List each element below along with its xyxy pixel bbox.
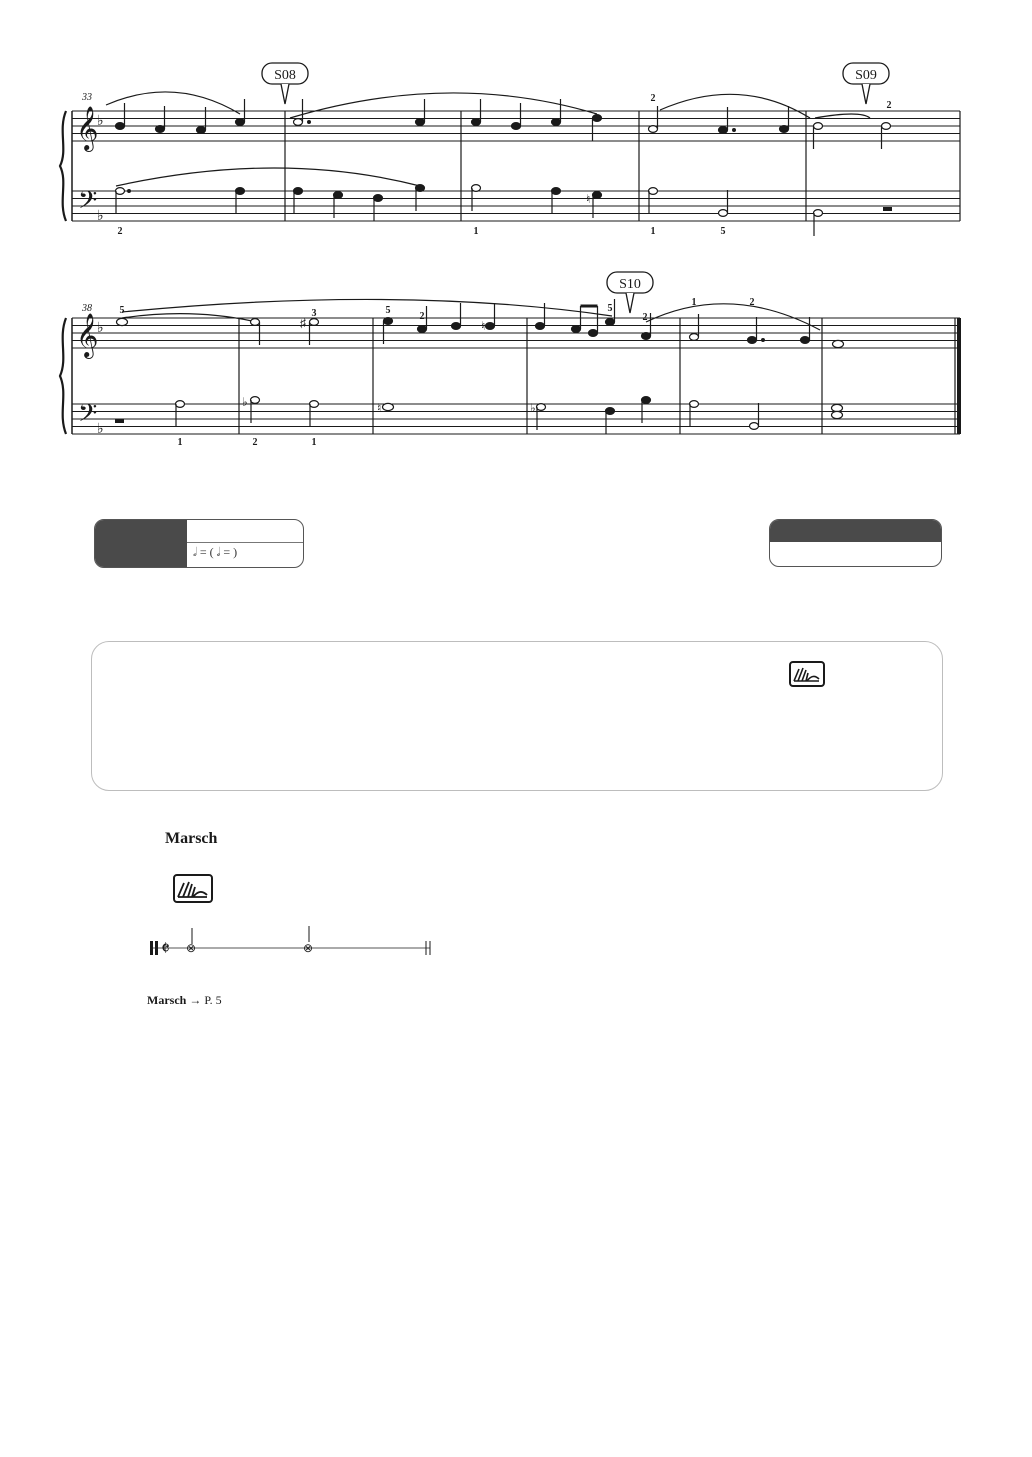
barlines [285, 111, 960, 221]
system-2 [60, 299, 960, 434]
tempo-box [94, 519, 304, 568]
info-box-right-header [770, 520, 941, 542]
svg-text:𝄞: 𝄞 [76, 315, 99, 357]
fingering: 1 [473, 226, 479, 237]
page-reference-suffix: → P. 5 [186, 993, 222, 1007]
notes-bass-2 [115, 397, 843, 434]
fingering: 1 [691, 297, 697, 308]
hands-icon [789, 661, 825, 687]
tempo-label: 𝅗𝅥 = ( 𝅗𝅥 = ) [193, 545, 238, 559]
system-1 [60, 92, 960, 221]
svg-text:♭: ♭ [242, 395, 248, 409]
rhythm-title: Marsch [165, 830, 218, 847]
divider [187, 542, 303, 543]
info-box-right [769, 519, 942, 567]
fingering: 5 [385, 305, 391, 316]
fingering: 5 [119, 305, 125, 316]
brace [60, 111, 66, 221]
svg-text:♮: ♮ [481, 319, 486, 333]
tempo-box-header [95, 520, 187, 567]
svg-text:♭: ♭ [97, 321, 104, 336]
slurs [106, 92, 870, 186]
page-reference [147, 993, 222, 1008]
measure-number: 33 [82, 92, 92, 103]
marker-s08 [262, 63, 308, 104]
bass-clef-icon: 𝄢 [78, 187, 98, 220]
fingering: 2 [419, 311, 425, 322]
brace [60, 318, 66, 434]
staff-lines-treble [72, 318, 960, 348]
fingering: 2 [749, 297, 755, 308]
fingering: 2 [252, 437, 258, 448]
staff-lines-bass [72, 191, 960, 221]
svg-text:♭: ♭ [530, 401, 536, 415]
marker-s09 [843, 63, 889, 104]
fingering: 1 [650, 226, 656, 237]
fingering: 2 [642, 312, 648, 323]
fingering: 2 [886, 100, 892, 111]
hands-icon [173, 874, 213, 903]
fingering: 2 [650, 93, 656, 104]
flat-key-icon: ♭ [97, 114, 104, 129]
cross-note-icon: ⊗ [303, 941, 314, 955]
fingering: 5 [607, 303, 613, 314]
svg-text:S08: S08 [274, 68, 296, 83]
svg-text:𝄢: 𝄢 [78, 400, 98, 433]
fingering: 5 [720, 226, 726, 237]
notes-bass-1 [116, 185, 893, 236]
svg-text:♮: ♮ [377, 401, 382, 415]
svg-text:♭: ♭ [97, 422, 104, 437]
staff-lines-bass [72, 404, 960, 434]
svg-text:S10: S10 [619, 277, 641, 292]
svg-text:S09: S09 [855, 68, 877, 83]
cross-note-icon: ⊗ [186, 941, 197, 955]
cut-time-icon: 𝄵 [161, 938, 170, 960]
treble-clef-icon: 𝄞 [76, 108, 99, 150]
svg-text:♯: ♯ [300, 316, 306, 330]
fingering: 2 [117, 226, 123, 237]
fingering: 1 [311, 437, 317, 448]
flat-key-icon: ♭ [97, 209, 104, 224]
page-reference-title: Marsch [147, 993, 187, 1007]
music-score [0, 0, 1032, 470]
note-panel [91, 641, 943, 791]
svg-text:♮: ♮ [586, 192, 591, 206]
fingering: 1 [177, 437, 183, 448]
rhythm-line [140, 920, 440, 965]
measure-number: 38 [82, 303, 92, 314]
fingering: 3 [311, 308, 317, 319]
